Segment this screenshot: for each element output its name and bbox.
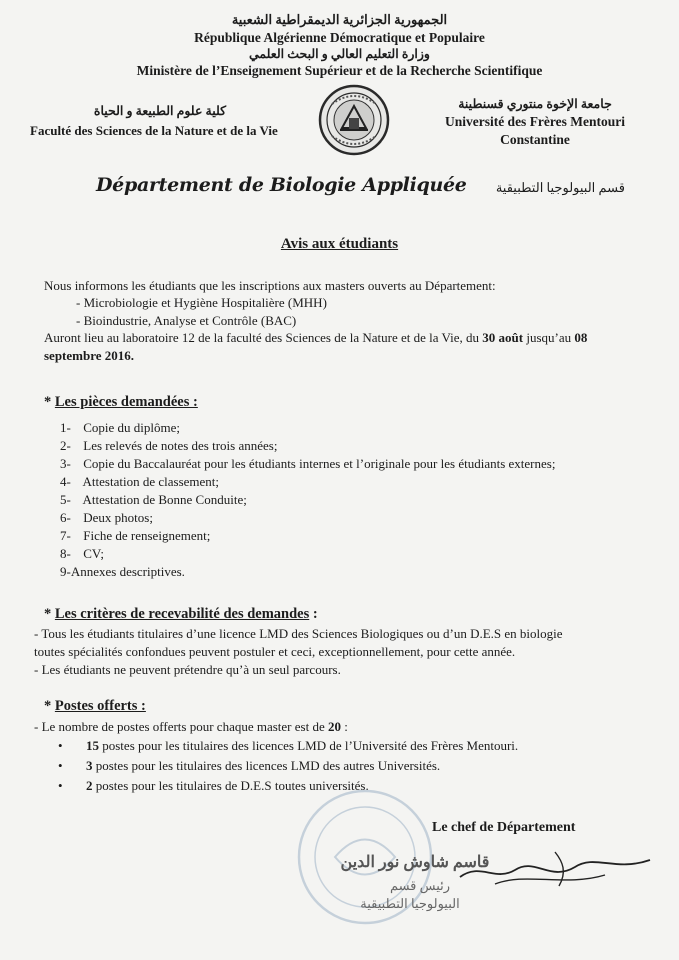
- bullet-text: postes pour les titulaires de D.E.S toutes universités.: [92, 778, 369, 793]
- dates-text-2: jusqu’au: [523, 330, 575, 345]
- bullet-item: [58, 738, 518, 754]
- item-text: Les relevés de notes des trois années;: [83, 438, 278, 453]
- bullet-number: 3: [86, 758, 93, 773]
- ministry-fr: Ministère de l’Enseignement Supérieur et de la Recherche Scientifique: [136, 63, 543, 78]
- list-item: [60, 546, 104, 562]
- signature-name-ar: قاسم شاوش نور الدين: [340, 854, 490, 871]
- list-item: [60, 492, 247, 508]
- postes-count: 20: [327, 719, 341, 734]
- dates-end-month: septembre 2016: [44, 348, 131, 363]
- criteres-line: - Tous les étudiants titulaires d’une licence LMD des Sciences Biologiques ou d’un D.E.S en biologie: [34, 626, 563, 641]
- criteres-title: Les critères de recevabilité des demandes: [54, 606, 310, 622]
- postes-title: Postes offerts :: [54, 698, 146, 714]
- notice-dates-end: [44, 348, 134, 364]
- bullet-number: 15: [86, 738, 99, 753]
- pieces-title: Les pièces demandées :: [54, 394, 198, 410]
- item-number: 2-: [60, 438, 71, 453]
- pieces-heading: [44, 394, 198, 411]
- signature-dept-ar: البيولوجيا التطبيقية: [360, 896, 460, 911]
- criteres-star: *: [44, 606, 52, 622]
- bullet-icon: •: [58, 778, 63, 793]
- item-number: 5-: [60, 492, 71, 507]
- item-text: 9-Annexes descriptives.: [60, 564, 185, 579]
- postes-intro: [34, 719, 348, 735]
- bullet-item: [58, 758, 440, 774]
- criteres-line: - Les étudiants ne peuvent prétendre qu’à un seul parcours.: [34, 662, 341, 677]
- university-fr: Université des Frères Mentouri: [444, 114, 626, 129]
- item-text: Attestation de Bonne Conduite;: [82, 492, 247, 507]
- faculty-ar: كلية علوم الطبيعة و الحياة: [93, 104, 227, 118]
- ministry-ar: وزارة التعليم العالي و البحث العلمي: [249, 47, 430, 61]
- item-number: 3-: [60, 456, 71, 471]
- republic-ar: الجمهورية الجزائرية الديمقراطية الشعبية: [231, 12, 448, 27]
- bullet-text: postes pour les titulaires des licences LMD des autres Universités.: [92, 758, 441, 773]
- bullet-text: postes pour les titulaires des licences LMD de l’Université des Frères Mentouri.: [99, 738, 519, 753]
- university-ar: جامعة الإخوة منتوري قسنطينة: [458, 97, 612, 111]
- item-text: Fiche de renseignement;: [83, 528, 211, 543]
- item-number: 1-: [60, 420, 71, 435]
- item-text: Copie du Baccalauréat pour les étudiants internes et l’originale pour les étudiants externes;: [83, 456, 556, 471]
- item-text: CV;: [83, 546, 104, 561]
- item-number: 4-: [60, 474, 71, 489]
- dates-start: 30 août: [482, 330, 524, 345]
- list-item: [60, 420, 180, 436]
- faculty-fr: Faculté des Sciences de la Nature et de la Vie: [30, 123, 278, 138]
- postes-intro-colon: :: [340, 719, 348, 734]
- master-item: - Microbiologie et Hygiène Hospitalière (MHH): [76, 295, 327, 310]
- list-item: [60, 564, 185, 580]
- notice-title: Avis aux étudiants: [280, 236, 399, 252]
- signature-role-ar: رئيس قسم: [389, 878, 451, 893]
- dates-end-punct: .: [130, 348, 135, 363]
- list-item: [60, 528, 210, 544]
- criteres-heading: [44, 606, 318, 623]
- item-text: Attestation de classement;: [82, 474, 220, 489]
- criteres-colon: :: [309, 606, 318, 622]
- list-item: [60, 474, 219, 490]
- list-item: [60, 510, 153, 526]
- handwritten-signature: [455, 842, 655, 892]
- item-number: 6-: [60, 510, 71, 525]
- postes-heading: [44, 698, 146, 715]
- postes-intro-text: - Le nombre de postes offerts pour chaque master est de: [34, 719, 328, 734]
- criteres-line: toutes spécialités confondues peuvent postuler et ceci, exceptionnellement, pour cette année.: [34, 644, 516, 659]
- pieces-star: *: [44, 394, 52, 410]
- dates-text: Auront lieu au laboratoire 12 de la faculté des Sciences de la Nature et de la Vie, du: [44, 330, 483, 345]
- university-logo: [318, 84, 390, 156]
- bullet-number: 2: [86, 778, 93, 793]
- dates-end-day: 08: [574, 330, 588, 345]
- notice-dates-line: [44, 330, 587, 346]
- department-ar: قسم البيولوجيا التطبيقية: [495, 180, 625, 195]
- list-item: [60, 456, 555, 472]
- item-number: 8-: [60, 546, 71, 561]
- list-item: [60, 438, 277, 454]
- notice-intro: Nous informons les étudiants que les inscriptions aux masters ouverts au Département:: [44, 278, 496, 293]
- republic-fr: République Algérienne Démocratique et Populaire: [194, 30, 485, 45]
- item-text: Deux photos;: [83, 510, 153, 525]
- postes-star: *: [44, 698, 52, 714]
- master-item: - Bioindustrie, Analyse et Contrôle (BAC): [76, 313, 297, 328]
- item-number: 7-: [60, 528, 71, 543]
- bullet-icon: •: [58, 758, 63, 773]
- signature-title: Le chef de Département: [432, 820, 576, 835]
- bullet-icon: •: [58, 738, 63, 753]
- department-fr: Département de Biologie Appliquée: [96, 174, 467, 196]
- item-text: Copie du diplôme;: [83, 420, 181, 435]
- university-city: Constantine: [500, 132, 570, 147]
